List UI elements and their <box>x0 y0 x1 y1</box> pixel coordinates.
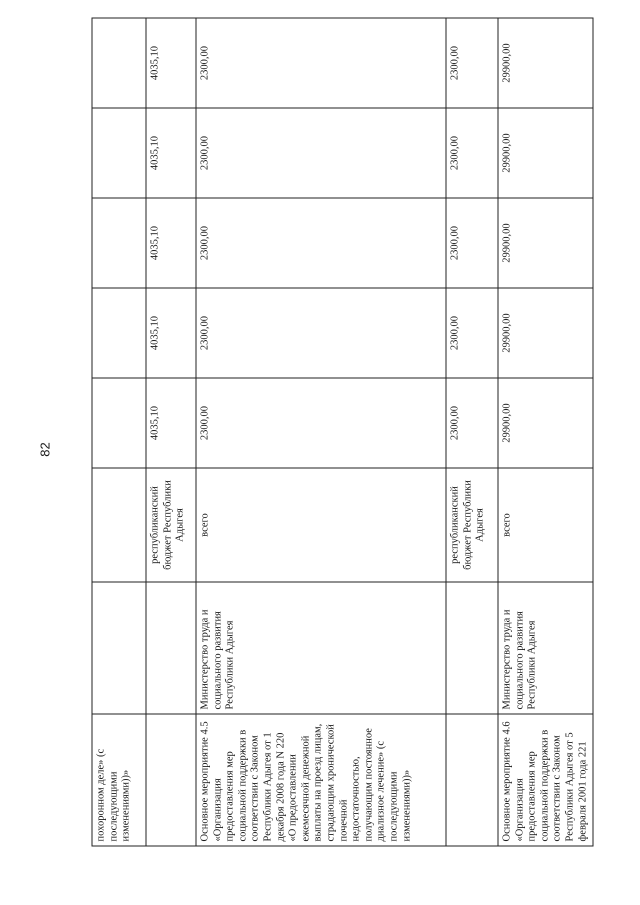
value-cell: 2300,00 <box>196 18 446 108</box>
value-cell <box>92 108 146 198</box>
value-cell: 4035,10 <box>146 288 196 378</box>
budget-table <box>92 18 594 847</box>
value-cell: 2300,00 <box>446 198 498 288</box>
measure-cell: Основное мероприятие 4.5 «Организация предоставления мер социальной поддержки в соответствии с Законом Республики Адыгея от 1 декабря 2008 года N 220 «О предоставлении ежемесячной денежной выплаты на проезд лицам, страдающим хронической почечной недостаточностью, получающим постоянное диализное лечение» (с последующими изменениями))» <box>196 714 446 846</box>
table-row-4 <box>446 18 498 846</box>
value-cell <box>92 198 146 288</box>
measure-cell: Основное мероприятие 4.6 «Организация предоставления мер социальной поддержки в соответствии с Законом Республики Адыгея от 5 февраля 2001 года 221 <box>498 714 593 846</box>
value-cell: 2300,00 <box>446 288 498 378</box>
value-cell <box>92 288 146 378</box>
value-cell <box>92 378 146 468</box>
source-cell: республиканский бюджет Республики Адыгея <box>146 468 196 582</box>
budget-table-sheet <box>92 19 589 847</box>
value-cell: 2300,00 <box>446 108 498 198</box>
table-row-2 <box>146 18 196 846</box>
value-cell: 4035,10 <box>146 378 196 468</box>
value-cell: 2300,00 <box>446 378 498 468</box>
executor-cell <box>146 582 196 714</box>
measure-cell <box>146 714 196 846</box>
measure-cell: похоронном деле» (с последующими изменениями))» <box>92 714 146 846</box>
value-cell: 2300,00 <box>196 198 446 288</box>
source-cell: всего <box>196 468 446 582</box>
table-row-3 <box>196 18 446 846</box>
value-cell: 29900,00 <box>498 288 593 378</box>
executor-cell <box>92 582 146 714</box>
value-cell: 2300,00 <box>196 378 446 468</box>
value-cell: 4035,10 <box>146 18 196 108</box>
value-cell: 29900,00 <box>498 18 593 108</box>
executor-cell: Министерство труда и социального развития Республики Адыгея <box>498 582 593 714</box>
table-row-1 <box>92 18 146 846</box>
table-row-5 <box>498 18 593 846</box>
executor-cell <box>446 582 498 714</box>
source-cell <box>92 468 146 582</box>
value-cell: 2300,00 <box>196 288 446 378</box>
value-cell: 2300,00 <box>196 108 446 198</box>
value-cell: 29900,00 <box>498 108 593 198</box>
value-cell: 2300,00 <box>446 18 498 108</box>
source-cell: республиканский бюджет Республики Адыгея <box>446 468 498 582</box>
value-cell: 29900,00 <box>498 198 593 288</box>
page-number: 82 <box>37 442 53 457</box>
value-cell: 4035,10 <box>146 198 196 288</box>
source-cell: всего <box>498 468 593 582</box>
value-cell: 4035,10 <box>146 108 196 198</box>
value-cell <box>92 18 146 108</box>
measure-cell <box>446 714 498 846</box>
executor-cell: Министерство труда и социального развития Республики Адыгея <box>196 582 446 714</box>
value-cell: 29900,00 <box>498 378 593 468</box>
